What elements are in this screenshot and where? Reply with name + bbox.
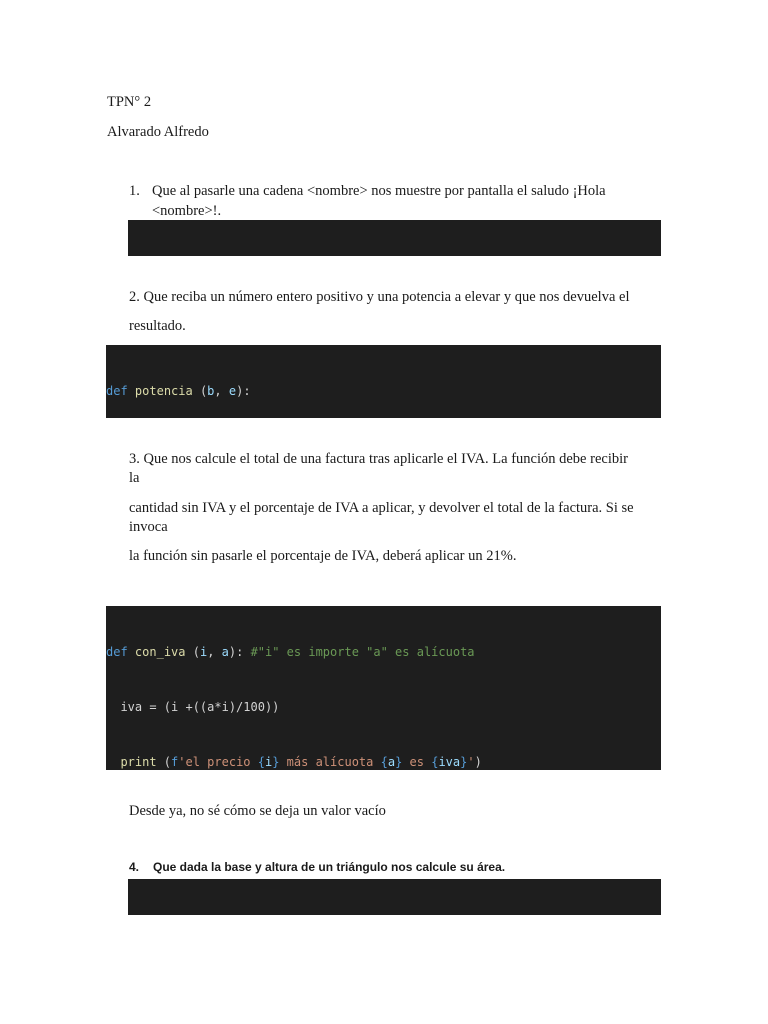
q2-code-block <box>106 345 661 418</box>
q1-number: 1. <box>129 183 140 199</box>
q3-text-line1b: la <box>129 470 140 486</box>
q3-code-block <box>106 606 661 770</box>
q4-text: Que dada la base y altura de un triángulo nos calcule su área. <box>153 860 506 874</box>
code-line: def con_iva (i, a): #"i" es importe "a" es alícuota <box>106 644 475 659</box>
q4-number: 4. <box>129 860 140 874</box>
author-name: Alvarado Alfredo <box>107 124 209 140</box>
q4-code-block <box>128 879 661 915</box>
q2-text-line2: resultado. <box>129 318 186 334</box>
document-title: TPN° 2 <box>107 94 152 110</box>
code-line: print (f'el precio {i} más alícuota {a} es {iva}') <box>120 755 482 770</box>
q3-text-line2: cantidad sin IVA y el porcentaje de IVA a aplicar, y devolver el total de la factura. Si se <box>129 500 634 516</box>
q3-text-line1: 3. Que nos calcule el total de una factura tras aplicarle el IVA. La función debe recibir <box>129 451 628 467</box>
code-line: iva = (i +((a*i)/100)) <box>106 700 280 715</box>
q2-text-line1: 2. Que reciba un número entero positivo y una potencia a elevar y que nos devuelva el <box>129 289 630 305</box>
q3-text-line2b: invoca <box>129 519 168 535</box>
q1-text-line1: Que al pasarle una cadena <nombre> nos muestre por pantalla el saludo ¡Hola <box>152 183 606 199</box>
note-text: Desde ya, no sé cómo se deja un valor vacío <box>129 803 386 819</box>
q1-code-block <box>128 220 661 256</box>
q1-text-line2: <nombre>!. <box>152 203 222 219</box>
q3-text-line3: la función sin pasarle el porcentaje de IVA, deberá aplicar un 21%. <box>129 548 517 564</box>
code-line: def potencia (b, e): <box>106 383 251 398</box>
